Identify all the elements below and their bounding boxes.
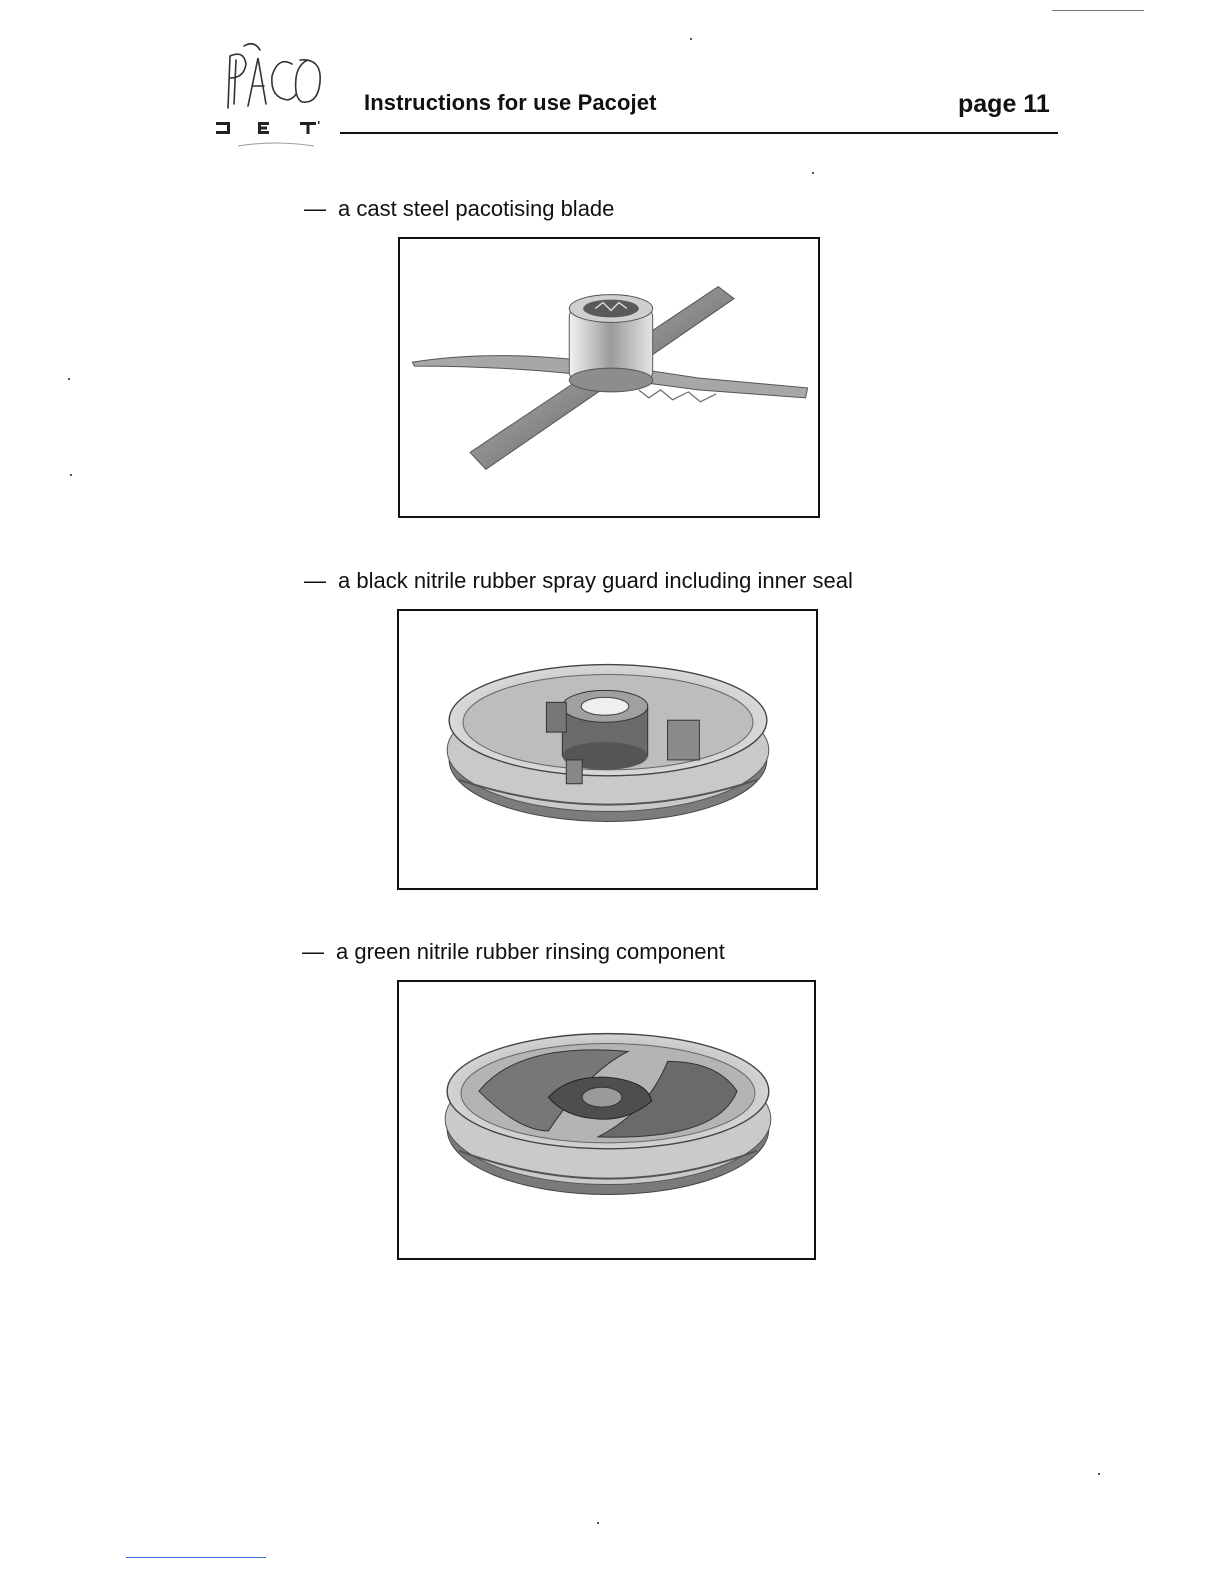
scan-speck — [68, 378, 70, 380]
header-divider — [340, 132, 1058, 134]
dash: — — [302, 939, 324, 964]
figure-spray-guard — [397, 609, 818, 890]
footer-underline — [126, 1557, 266, 1558]
item-label-spray-guard — [304, 568, 853, 594]
pacotising-blade-icon — [400, 239, 818, 516]
spray-guard-icon — [399, 611, 816, 888]
scan-edge-line — [1052, 10, 1144, 11]
item-label-blade — [304, 196, 614, 222]
document-title: Instructions for use Pacojet — [364, 90, 657, 115]
page-number: page 11 — [958, 90, 1050, 118]
dash: — — [304, 196, 326, 221]
scan-speck — [597, 1522, 599, 1524]
rinsing-component-icon — [399, 982, 814, 1258]
item-text: a green nitrile rubber rinsing component — [336, 939, 725, 964]
scan-speck — [1098, 1473, 1100, 1475]
scan-speck — [690, 38, 692, 40]
dash: — — [304, 568, 326, 593]
item-text: a black nitrile rubber spray guard including inner seal — [338, 568, 853, 593]
figure-rinsing-component — [397, 980, 816, 1260]
pacojet-logo — [214, 42, 334, 154]
scan-speck — [70, 474, 72, 476]
pacojet-logo-icon — [214, 42, 334, 154]
item-text: a cast steel pacotising blade — [338, 196, 615, 221]
scan-speck — [812, 172, 814, 174]
item-label-rinsing-component — [302, 939, 725, 965]
figure-pacotising-blade — [398, 237, 820, 518]
